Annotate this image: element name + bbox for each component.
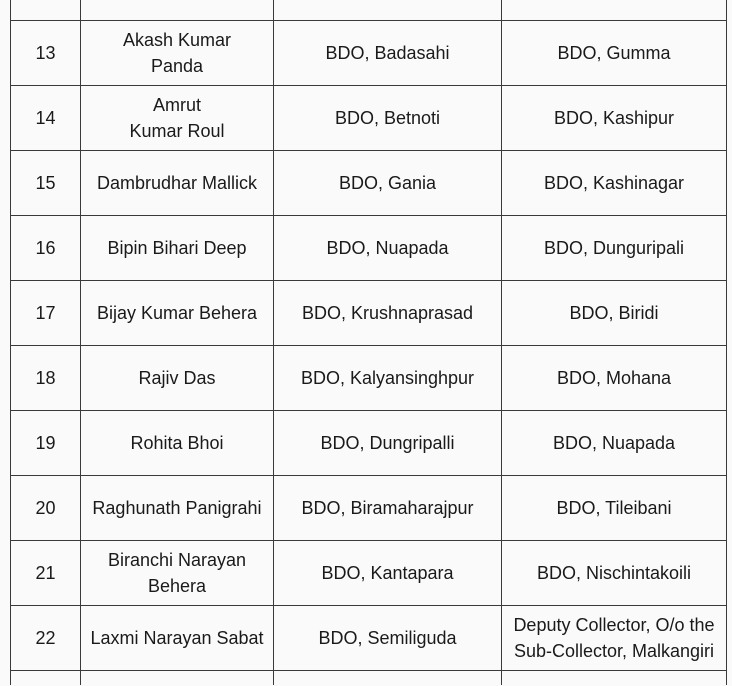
- officer-name-cell: [81, 606, 274, 671]
- officer-name-cell: [81, 476, 274, 541]
- transfer-table: [10, 0, 727, 685]
- new-posting-cell: [502, 151, 727, 216]
- new-posting-cell: [502, 21, 727, 86]
- new-posting-cell: [502, 346, 727, 411]
- name-line: Panda: [150, 56, 204, 76]
- posting-line: BDO, Biridi: [569, 303, 659, 323]
- posting-line: BDO, Gumma: [557, 43, 671, 63]
- table-row: [11, 21, 727, 86]
- table-row-partial-top: [11, 0, 727, 21]
- name-line: Behera: [147, 576, 207, 596]
- new-posting-cell: [502, 216, 727, 281]
- name-line: Amrut: [152, 95, 201, 115]
- serial-number-cell: 19: [11, 411, 81, 476]
- serial-number-cell: 16: [11, 216, 81, 281]
- serial-number-cell: 15: [11, 151, 81, 216]
- serial-number-cell: 22: [11, 606, 81, 671]
- table-row: [11, 151, 727, 216]
- serial-number-cell: 13: [11, 21, 81, 86]
- serial-number-cell: 18: [11, 346, 81, 411]
- officer-name-cell: [81, 281, 274, 346]
- table-row: [11, 476, 727, 541]
- posting-line: Deputy Collector, O/o the: [513, 615, 715, 635]
- new-posting-cell: [502, 541, 727, 606]
- present-posting-cell: BDO, Kalyansinghpur: [274, 346, 502, 411]
- posting-line: BDO, Kashinagar: [543, 173, 685, 193]
- new-posting-cell: [502, 281, 727, 346]
- present-posting-cell: BDO, Badasahi: [274, 21, 502, 86]
- present-posting-cell: BDO, Semiliguda: [274, 606, 502, 671]
- posting-line: BDO, Nischintakoili: [536, 563, 692, 583]
- name-line: Rohita Bhoi: [130, 433, 224, 453]
- name-line: Laxmi Narayan Sabat: [90, 628, 264, 648]
- new-posting-cell: [502, 476, 727, 541]
- table-row: [11, 606, 727, 671]
- posting-line: BDO, Kashipur: [553, 108, 675, 128]
- table-row: [11, 411, 727, 476]
- posting-line: BDO, Mohana: [556, 368, 672, 388]
- name-line: Bijay Kumar Behera: [96, 303, 258, 323]
- name-line: Akash Kumar: [122, 30, 232, 50]
- officer-name-cell: [81, 541, 274, 606]
- posting-line: Sub-Collector, Malkangiri: [513, 641, 715, 661]
- officer-name-cell: [81, 151, 274, 216]
- name-line: Bipin Bihari Deep: [107, 238, 247, 258]
- posting-line: BDO, Nuapada: [552, 433, 676, 453]
- table-row: [11, 86, 727, 151]
- table-row: [11, 346, 727, 411]
- present-posting-cell: BDO, Dungripalli: [274, 411, 502, 476]
- serial-number-cell: 17: [11, 281, 81, 346]
- name-line: Biranchi Narayan: [107, 550, 247, 570]
- name-line: Raghunath Panigrahi: [92, 498, 262, 518]
- serial-number-cell: 14: [11, 86, 81, 151]
- table-row: [11, 281, 727, 346]
- name-line: Kumar Roul: [129, 121, 225, 141]
- present-posting-cell: BDO, Gania: [274, 151, 502, 216]
- name-line: Rajiv Das: [138, 368, 216, 388]
- name-line: Dambrudhar Mallick: [96, 173, 258, 193]
- new-posting-cell: [502, 411, 727, 476]
- table-body: [11, 0, 727, 685]
- present-posting-cell: BDO, Biramaharajpur: [274, 476, 502, 541]
- officer-name-cell: [81, 411, 274, 476]
- officer-name-cell: [81, 21, 274, 86]
- table-row-partial-bottom: [11, 671, 727, 686]
- present-posting-cell: BDO, Nuapada: [274, 216, 502, 281]
- new-posting-cell: [502, 86, 727, 151]
- table-row: [11, 541, 727, 606]
- officer-name-cell: [81, 86, 274, 151]
- new-posting-cell: [502, 606, 727, 671]
- posting-line: BDO, Dunguripali: [543, 238, 685, 258]
- officer-name-cell: [81, 346, 274, 411]
- present-posting-cell: BDO, Krushnaprasad: [274, 281, 502, 346]
- serial-number-cell: 21: [11, 541, 81, 606]
- table-row: [11, 216, 727, 281]
- officer-name-cell: [81, 216, 274, 281]
- serial-number-cell: 20: [11, 476, 81, 541]
- present-posting-cell: BDO, Kantapara: [274, 541, 502, 606]
- present-posting-cell: BDO, Betnoti: [274, 86, 502, 151]
- posting-line: BDO, Tileibani: [556, 498, 672, 518]
